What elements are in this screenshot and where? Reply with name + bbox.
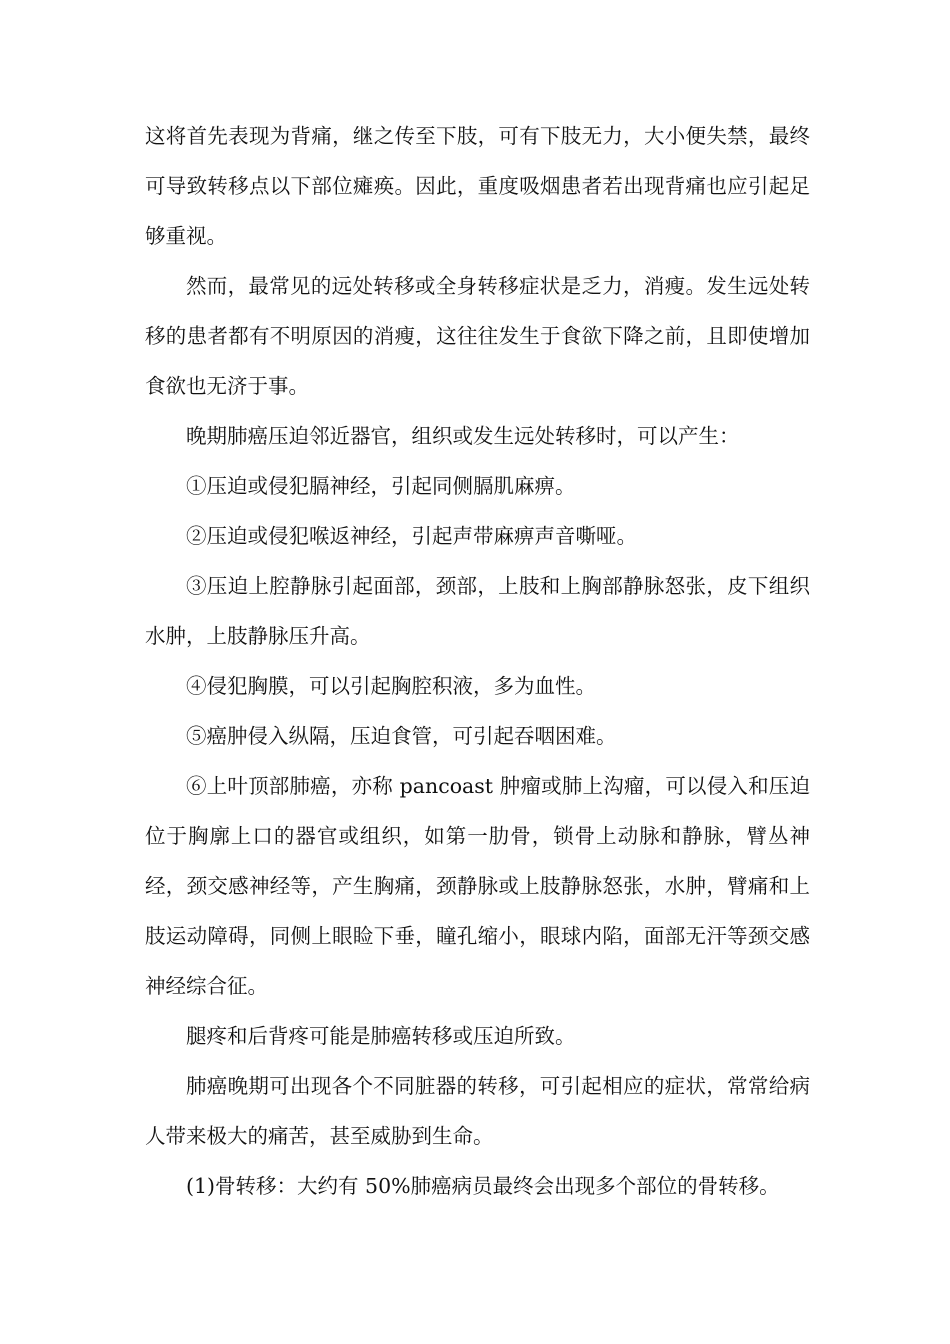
paragraph-organ-metastasis: 肺癌晚期可出现各个不同脏器的转移，可引起相应的症状，常常给病人带来极大的痛苦，甚至威胁到生命。 [145, 1074, 810, 1148]
document-body [145, 111, 810, 1211]
paragraph-fatigue-weight-loss: 然而，最常见的远处转移或全身转移症状是乏力，消瘦。发生远处转移的患者都有不明原因的消瘦，这往往发生于食欲下降之前，且即使增加食欲也无济于事。 [145, 274, 810, 398]
paragraph-late-stage-intro: 晚期肺癌压迫邻近器官，组织或发生远处转移时，可以产生： [186, 424, 740, 448]
list-item-pleura: ④侵犯胸膜，可以引起胸腔积液，多为血性。 [186, 674, 596, 698]
list-item-pancoast-tumor: ⑥上叶顶部肺癌，亦称 pancoast 肿瘤或肺上沟瘤，可以侵入和压迫位于胸廓上口的器官或组织，如第一肋骨，锁骨上动脉和静脉，臂丛神经，颈交感神经等，产生胸痛，颈静脉或上肢静脉怒张，水肿，臂痛和上肢运动障碍，同侧上眼睑下垂，瞳孔缩小，眼球内陷，面部无汗等颈交感神经综合征。 [145, 774, 810, 998]
list-item-phrenic-nerve: ①压迫或侵犯膈神经，引起同侧膈肌麻痹。 [186, 474, 576, 498]
list-item-laryngeal-nerve: ②压迫或侵犯喉返神经，引起声带麻痹声音嘶哑。 [186, 524, 637, 548]
paragraph-back-pain: 这将首先表现为背痛，继之传至下肢，可有下肢无力，大小便失禁，最终可导致转移点以下部位瘫痪。因此，重度吸烟患者若出现背痛也应引起足够重视。 [145, 124, 810, 248]
list-item-mediastinum: ⑤癌肿侵入纵隔，压迫食管，可引起吞咽困难。 [186, 724, 617, 748]
paragraph-bone-metastasis: (1)骨转移：大约有 50%肺癌病员最终会出现多个部位的骨转移。 [186, 1174, 780, 1198]
list-item-superior-vena-cava: ③压迫上腔静脉引起面部，颈部，上肢和上胸部静脉怒张，皮下组织水肿，上肢静脉压升高。 [145, 574, 810, 648]
paragraph-leg-back-pain: 腿疼和后背疼可能是肺癌转移或压迫所致。 [186, 1024, 576, 1048]
